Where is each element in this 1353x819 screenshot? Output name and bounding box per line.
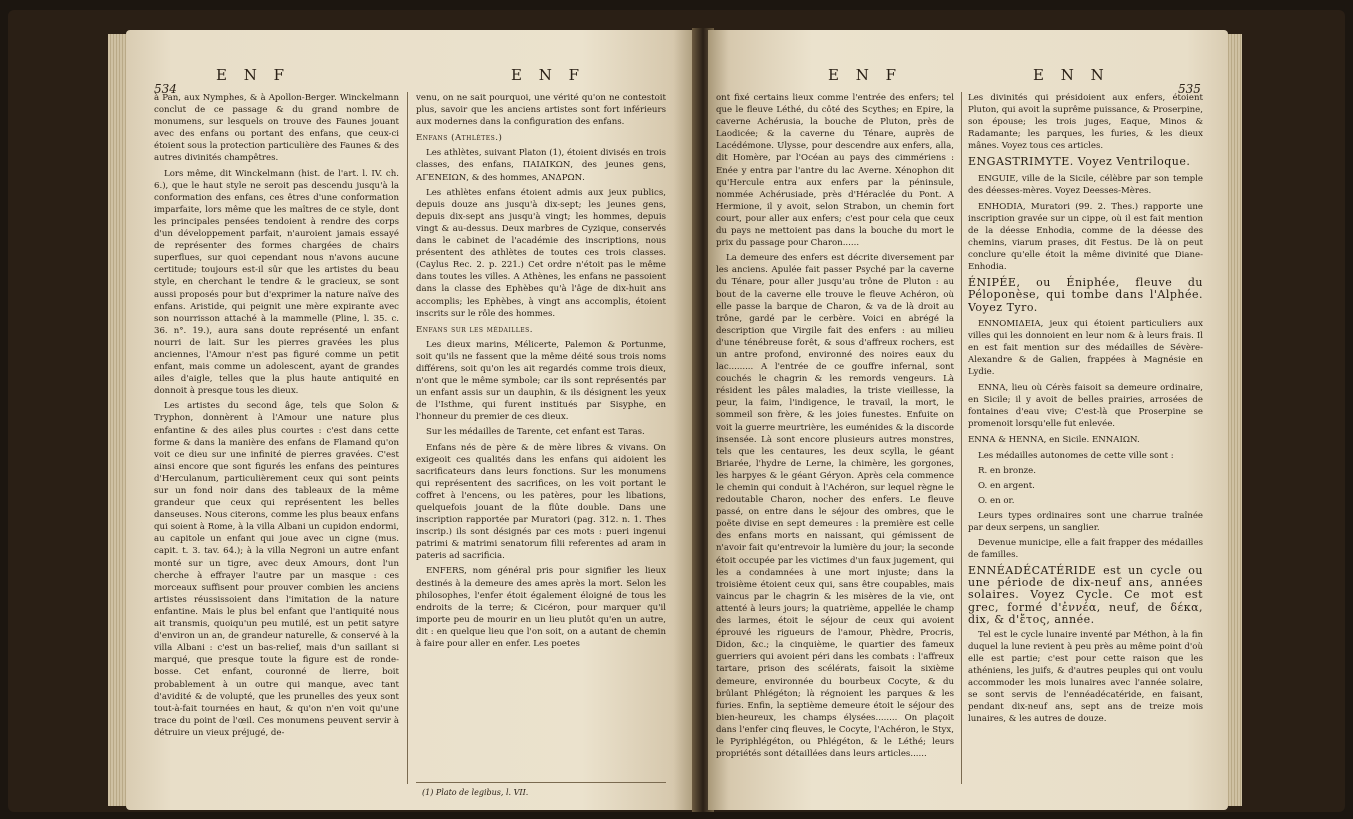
entry-headword: ENNÉADÉCATÉRIDE est un cycle ou une période de dix-neuf ans, années solaires. Voyez Cycle. Ce mot est grec, formé d'ἐννέα, neuf, de δέκα, dix, & d'ἔτος, année. bbox=[968, 564, 1203, 626]
paragraph: ENFERS, nom général pris pour signifier les lieux destinés à la demeure des ames après la mort. Selon les philosophes, l'enfer étoit également éloigné de tous les endroits de la terre; & Cicéron, pour marquer qu'il importe peu de mourir en un lieu plutôt qu'en un autre, dit : en quelque lieu que l'on soit, on a autant de chemin à faire pour aller en enfer. Les poetes bbox=[416, 566, 666, 650]
paragraph: La demeure des enfers est décrite diversement par les anciens. Apulée fait passer Psyché par la caverne du Ténare, pour aller jusqu'au trône de Pluton : au bout de la caverne elle trouve le fleuve Achéron, où elle passe la barque de Charon, & va de là droit au trône, gardé par le cerbère. Voici en abrégé la description que Virgile fait des enfers : au milieu d'une ténébreuse forêt, & sous d'affreux rochers, est un antre profond, environné des noires eaux du lac......... A l'entrée de ce gouffre infernal, sont couchés le chagrin & les remords vengeurs. Là résident les pâles maladies, la triste vieillesse, la peur, la faim, l'indigence, le travail, la mort, le sommeil son frère, & les joies funestes. Enfuite on voit la guerre meurtrière, les euménides & la discorde insensée. Là sont encore plusieurs autres monstres, tels que les centaures, les deux scylla, le géant Briarée, l'hydre de Lerne, la chimère, les gorgones, les harpyes & le géant Géryon. Après cela commence le chemin qui conduit à l'Achéron, sur lequel règne le redoutable Charon, nocher des enfers. Le fleuve passé, on entre dans le séjour des ombres, que le poëte divise en sept demeures : la première est celle des enfans morts en naissant, qui gémissent de n'avoir fait qu'entrevoir la lumière du jour; la seconde étoit occupée par les victimes d'un faux jugement, qui les a condamnées à une mort injuste; dans la troisième étoient ceux qui, sans être coupables, mais vaincus par le chagrin & les misères de la vie, ont attenté à leurs jours; la quatrième, appellée le champ des larmes, étoit le séjour de ceux qui avoient éprouvé les rigueurs de l'amour, Phèdre, Procris, Didon, &c.; la cinquième, le quartier des fameux guerriers qui avoient péri dans les combats : l'affreux tartare, prison des scélérats, faisoit la sixième demeure, environnée du bourbeux Cocyte, & du brûlant Phlégéton; là régnoient les parques & les furies. Enfin, la septième demeure étoit le séjour des bien-heureux, les champs élysées........ On plaçoit dans l'enfer cinq fleuves, le Cocyte, l'Achéron, le Styx, le Pyriphlégéton, ou Phlégéton, & le Léthé; leurs propriétés sont détaillées dans leurs articles...... bbox=[716, 253, 954, 760]
paragraph: Les médailles autonomes de cette ville sont : bbox=[978, 450, 1174, 461]
right-column-1 bbox=[716, 92, 954, 763]
footnote: (1) Plato de legibus, l. VII. bbox=[422, 788, 529, 797]
paragraph: venu, on ne sait pourquoi, une vérité qu'on ne contestoit plus, savoir que les anciens artistes sont fort inférieurs aux modernes dans la configuration des enfans. bbox=[416, 93, 666, 128]
entry: ENHODIA, Muratori (99. 2. Thes.) rapporte une inscription gravée sur un cippe, où il est fait mention de la déesse Enhodia, comme de la déesse des chemins, viarum prases, dit Festus. De là on peut conclure qu'elle étoit la même divinité que Diane-Enhodia. bbox=[968, 201, 1203, 273]
entry-heading: Enfans (Athlètes.) bbox=[416, 133, 503, 144]
left-column-2 bbox=[416, 92, 666, 653]
paragraph: Tel est le cycle lunaire inventé par Méthon, à la fin duquel la lune revient à peu près au même point d'où elle est partie; c'est pour cette raison que les athéniens, les juifs, & d'autres peuples qui ont voulu accommoder les mois lunaires avec l'année solaire, se sont servis de l'ennéadécatéride, en faisant, pendant dix-neuf ans, sept ans de treize mois lunaires, & les autres de douze. bbox=[968, 629, 1203, 725]
running-head-left: E N F bbox=[828, 66, 903, 84]
right-page bbox=[708, 30, 1228, 810]
paragraph: Leurs types ordinaires sont une charrue traînée par deux serpens, un sanglier. bbox=[968, 510, 1203, 533]
paragraph: Les artistes du second âge, tels que Solon & Tryphon, donnèrent à l'Amour une nature plus enfantine & des ailes plus courtes : c'est dans cette forme & dans la manière des enfans de Flamand qu'on voit ce dieu sur une infinité de pierres gravées. C'est ainsi encore que sont figurés les enfans des peintures d'Herculanum, particulièrement ceux qui sont peints sur un fond noir dans des tableaux de la même grandeur que ceux qui représentent les belles danseuses. Nous citerons, comme les plus beaux enfans qui soient à Rome, à la villa Albani un cupidon endormi, au capitole un enfant qui joue avec un cigne (mus. capit. t. 3. tav. 64.); à la villa Negroni un autre enfant monté sur un tigre, avec deux Amours, dont l'un cherche à effrayer l'autre par un masque : ces morceaux suffisent pour prouver combien les anciens artistes réussissoient dans l'imitation de la nature enfantine. Mais le plus bel enfant que l'antiquité nous ait transmis, quoiqu'un peu mutilé, est un petit satyre d'environ un an, de grandeur naturelle, & conservé à la villa Albani : c'est un bas-relief, mais d'un saillant si marqué, que presque toute la figure est de ronde-bosse. Cet enfant, couronné de lierre, boit probablement à un outre qui manque, avec tant d'avidité & de volupté, que les prunelles des yeux sont tout-à-fait tournées en haut, & qu'on n'en voit qu'une trace du point de l'œil. Ces monumens peuvent servir à détruire un vieux préjugé, de- bbox=[154, 401, 399, 738]
paragraph: Sur les médailles de Tarente, cet enfant est Taras. bbox=[426, 427, 645, 438]
paragraph: Les athlètes, suivant Platon (1), étoient divisés en trois classes, des enfans, ΠΑΙΔΙΚΩΝ, des jeunes gens, ΑΓΕΝΕΙΩΝ, & des hommes, ΑΝΔΡΩΝ. bbox=[416, 148, 666, 183]
paragraph: Les divinités qui présidoient aux enfers, étoient Pluton, qui avoit la suprême puissance, & Proserpine, son épouse; les trois juges, Eaque, Minos & Radamante; les parques, les furies, & les dieux mânes. Voyez tous ces articles. bbox=[968, 93, 1203, 152]
paragraph: Les dieux marins, Mélicerte, Palemon & Portunme, soit qu'ils ne fassent que la même déité sous trois noms différens, soit qu'on les ait regardés comme trois dieux, n'ont que le même symbole; car ils sont représentés par un enfant assis sur un dauphin, & ils désignent les yeux de l'Isthme, qui furent institués par Sisyphe, en l'honneur du premier de ces dieux. bbox=[416, 339, 666, 423]
paragraph: Lors même, dit Winckelmann (hist. de l'art. l. IV. ch. 6.), que le haut style ne seroit pas descendu jusqu'à la conformation des enfans, ces êtres d'une conformation imparfaite, lors même que les maîtres de ce style, dont les principales pensées tendoient à rendre des corps d'un développement parfait, n'auroient jamais essayé de représenter des formes chargées de chairs superflues, sur quoi cependant nous n'avons aucune certitude; toujours est-il sûr que les artistes du beau style, en cherchant le tendre & le gracieux, se sont aussi proposés pour but d'exprimer la nature naïve des enfans. Aristide, qui peignit une mère expirante avec son nourrisson attaché à la mammelle (Pline, l. 35. c. 36. n°. 19.), aura sans doute représenté un enfant nourri de lait. Sur les pierres gravées les plus anciennes, l'Amour n'est pas figuré comme un petit enfant, mais comme un adolescent, ayant de grandes ailes d'aigle, telles que la plus haute antiquité en donnoit à presque tous les dieux. bbox=[154, 168, 399, 397]
paragraph: Les athlètes enfans étoient admis aux jeux publics, depuis douze ans jusqu'à dix-sept; les jeunes gens, depuis dix-sept ans jusqu'à vingt; les hommes, depuis vingt & au-dessus. Deux marbres de Cyzique, conservés dans le cabinet de l'académie des inscriptions, nous présentent des athlètes de toutes ces trois classes. (Caylus Rec. 2. p. 221.) Cet ordre n'étoit pas le même dans toutes les villes. A Athènes, les enfans ne passoient dans la classe des Ephèbes qu'à l'âge de dix-huit ans accomplis; les Ephèbes, à vingt ans accomplis, étoient inscrits sur le rôle des hommes. bbox=[416, 187, 666, 319]
entry: ENGUIE, ville de la Sicile, célèbre par son temple des déesses-mères. Voyez Deesses-Mères. bbox=[968, 173, 1203, 196]
right-column-2 bbox=[968, 92, 1203, 729]
page-edges-right bbox=[1226, 34, 1242, 806]
paragraph: Enfans nés de père & de mère libres & vivans. On exigeoit ces qualités dans les enfans qui aidoient les sacrificateurs dans leurs fonctions. Sur les monumens qui représentent des sacrifices, on les voit portant le coffret à l'encens, ou les patères, pour les libations, quelquefois jouant de la flûte double. Dans une inscription rapportée par Muratori (pag. 312. n. 1. Thes inscrip.) ils sont désignés par ces mots : pueri ingenui patrimi & matrimi senatorum filii referentes ad aram in pateris ad sacrificia. bbox=[416, 442, 666, 562]
paragraph: R. en bronze. bbox=[978, 465, 1036, 476]
entry-headword: ENGASTRIMYTE. Voyez Ventriloque. bbox=[968, 155, 1191, 169]
paragraph: Devenue municipe, elle a fait frapper des médailles de familles. bbox=[968, 538, 1203, 561]
entry-headword: ENNA & HENNA, en Sicile. ENNAIΩN. bbox=[968, 435, 1140, 446]
running-head-right: E N F bbox=[511, 66, 586, 84]
entry-heading: Enfans sur les médailles. bbox=[416, 324, 533, 335]
footnote-rule bbox=[416, 782, 666, 783]
paragraph: O. en argent. bbox=[978, 480, 1035, 491]
running-head-right: E N N bbox=[1033, 66, 1110, 84]
page-number: 535 bbox=[1178, 82, 1201, 96]
running-head-left: E N F bbox=[216, 66, 291, 84]
paragraph: O. en or. bbox=[978, 495, 1015, 506]
entry: ENNOMIΔEIA, jeux qui étoient particuliers aux villes qui les donnoient en leur nom & à leurs frais. Il en est fait mention sur des médailles de Sévère-Alexandre & de Galien, frappées à Magnésie en Lydie. bbox=[968, 318, 1203, 377]
left-page bbox=[126, 30, 696, 810]
page-edges-left bbox=[108, 34, 128, 806]
entry-headword: ÉNIPÉE, ou Éniphée, fleuve du Péloponèse, qui tombe dans l'Alphée. Voyez Tyro. bbox=[968, 276, 1203, 314]
paragraph: à Pan, aux Nymphes, & à Apollon-Berger. Winckelmann conclut de ce passage & du grand nombre de monumens, sur lesquels on trouve des Faunes jouant avec des enfans ou portant des enfans, que ceux-ci étoient sous la protection particulière des Faunes & des autres divinités champêtres. bbox=[154, 93, 399, 164]
column-rule bbox=[407, 92, 408, 784]
book-spread bbox=[8, 10, 1345, 812]
entry: ENNA, lieu où Cérès faisoit sa demeure ordinaire, en Sicile; il y avoit de belles prairies, arrosées de fontaines d'eau vive; C'est-là que Proserpine se promenoit lorsqu'elle fut enlevée. bbox=[968, 383, 1203, 430]
page-number: 534 bbox=[154, 82, 177, 96]
left-column-1 bbox=[154, 92, 399, 742]
column-rule bbox=[961, 92, 962, 784]
paragraph: ont fixé certains lieux comme l'entrée des enfers; tel que le fleuve Léthé, du côté des Scythes; en Epire, la caverne Achérusia, la bouche de Pluton, près de Laodicée; & la caverne du Ténare, auprès de Lacédémone. Ulysse, pour descendre aux enfers, alla, dit Homère, par l'Océan au pays des cimmériens : Enée y entra par l'antre du lac Averne. Xénophon dit qu'Hercule entra aux enfers par la péninsule, nommée Achérusiade, près d'Héraclée du Pont. A Hermione, il y avoit, selon Strabon, un chemin fort court, pour aller aux enfers; c'est pour cela que ceux du pays ne mettoient pas dans la bouche du mort le prix du passage pour Charon...... bbox=[716, 93, 954, 249]
